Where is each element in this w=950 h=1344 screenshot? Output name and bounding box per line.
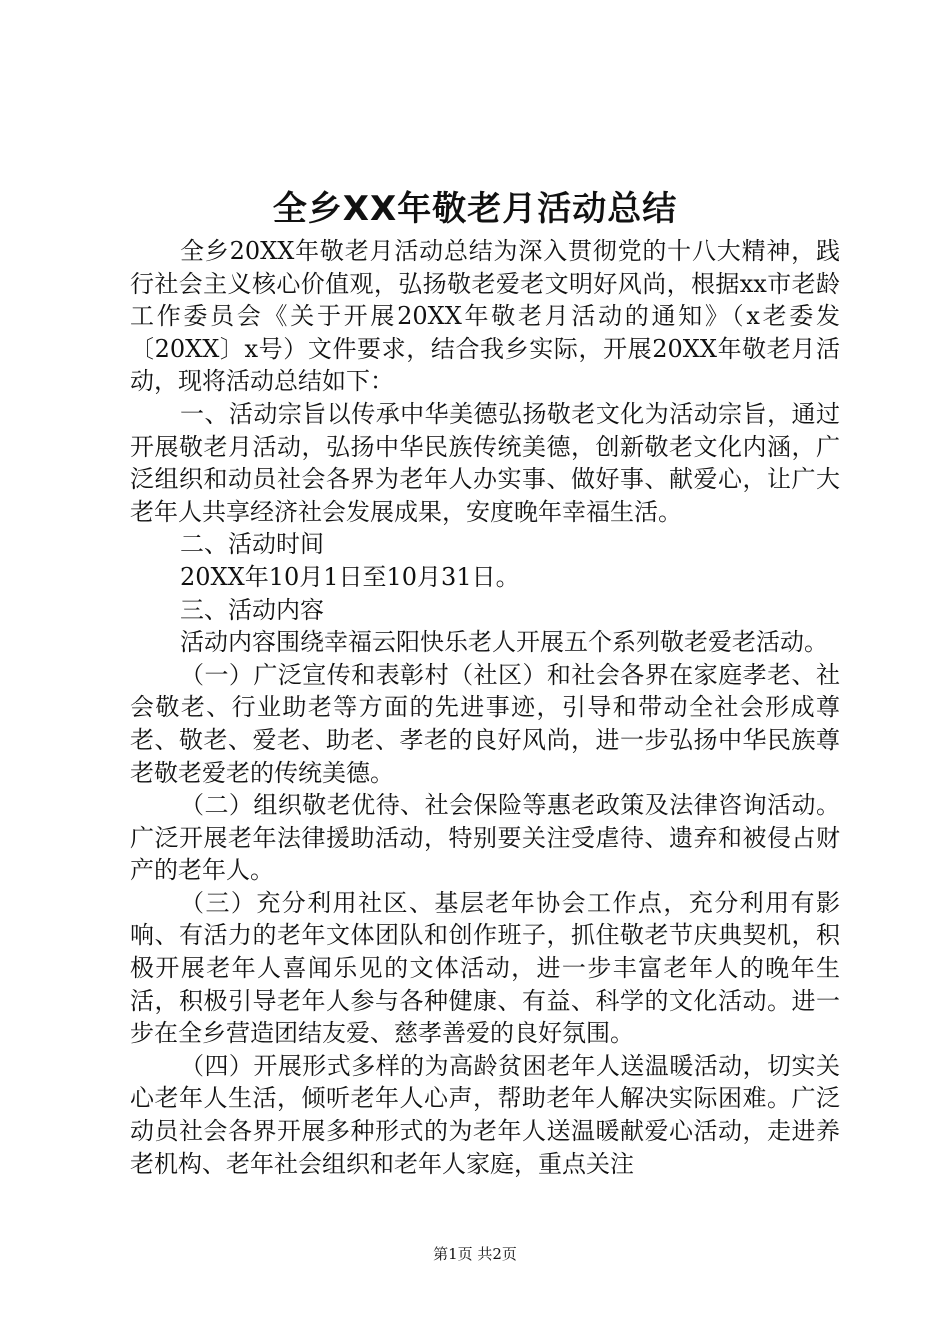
section-one-paragraph: 一、活动宗旨以传承中华美德弘扬敬老文化为活动宗旨，通过开展敬老月活动，弘扬中华民族传统美德，创新敬老文化内涵，广泛组织和动员社会各界为老年人办实事、做好事、献爱心，让广大老年人共享经济社会发展成果，安度晚年幸福生活。 [130,399,840,526]
activity-content-paragraph: 活动内容围绕幸福云阳快乐老人开展五个系列敬老爱老活动。 [180,628,828,657]
document-body [130,235,840,1180]
activity-time-paragraph: 20XX年10月1日至10月31日。 [180,562,520,591]
item-one-paragraph: （一）广泛宣传和表彰村（社区）和社会各界在家庭孝老、社会敬老、行业助老等方面的先进事迹，引导和带动全社会形成尊老、敬老、爱老、助老、孝老的良好风尚，进一步弘扬中华民族尊老敬老爱老的传统美德。 [130,660,840,787]
document-title: 全乡XX年敬老月活动总结 [272,189,678,229]
section-two-heading: 二、活动时间 [180,530,324,559]
intro-paragraph: 全乡20XX年敬老月活动总结为深入贯彻党的十八大精神，践行社会主义核心价值观，弘扬敬老爱老文明好风尚，根据xx市老龄工作委员会《关于开展20XX年敬老月活动的通知》（x老委发〔20XX〕x号）文件要求，结合我乡实际，开展20XX年敬老月活动，现将活动总结如下： [130,237,840,396]
page-footer: 第1页 共2页 [433,1245,517,1263]
section-three-heading: 三、活动内容 [180,595,324,624]
item-two-paragraph: （二）组织敬老优待、社会保险等惠老政策及法律咨询活动。广泛开展老年法律援助活动，特别要关注受虐待、遗弃和被侵占财产的老年人。 [130,791,840,885]
item-four-paragraph: （四）开展形式多样的为高龄贫困老年人送温暖活动，切实关心老年人生活，倾听老年人心声，帮助老年人解决实际困难。广泛动员社会各界开展多种形式的为老年人送温暖献爱心活动，走进养老机构、老年社会组织和老年人家庭，重点关注 [130,1051,840,1178]
item-three-paragraph: （三）充分利用社区、基层老年协会工作点，充分利用有影响、有活力的老年文体团队和创作班子，抓住敬老节庆典契机，积极开展老年人喜闻乐见的文体活动，进一步丰富老年人的晚年生活，积极引导老年人参与各种健康、有益、科学的文化活动。进一步在全乡营造团结友爱、慈孝善爱的良好氛围。 [130,888,840,1048]
